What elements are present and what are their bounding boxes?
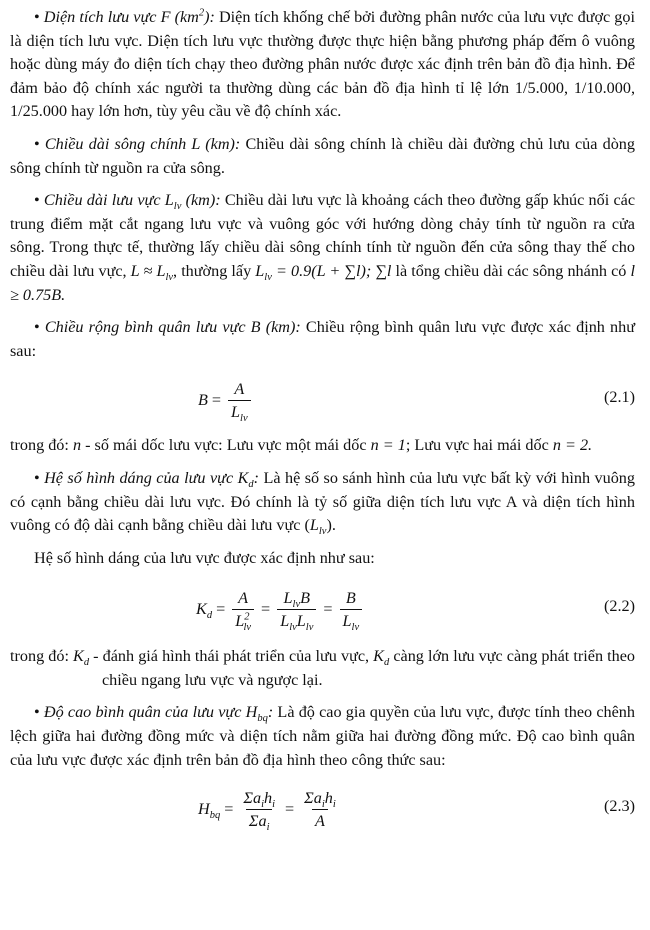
bullet: • [34, 8, 40, 26]
bullet: • [34, 134, 40, 153]
equation-2-1 [10, 372, 635, 428]
length-formula: $L_{lv} = 0.9(L + \sum l)$; ∑l [255, 261, 392, 284]
paragraph-text: là tổng chiều dài các sông nhánh có [391, 261, 631, 280]
numerator: B [345, 588, 356, 607]
denominator: $L_{lv}$ [340, 609, 363, 632]
paragraph-text: càng lớn lưu vực càng phát triển theo chiều ngang lưu vực và ngược lại. [102, 647, 635, 689]
variable: $K_d$ [73, 647, 90, 669]
equation-body [198, 781, 342, 837]
paragraph-shape-intro [10, 547, 635, 571]
variable: $L_{lv}$ [309, 516, 327, 538]
denominator: $L^2_{lv}$ [232, 609, 254, 632]
denominator: $L_{lv}$ [228, 400, 251, 423]
equation-body [196, 579, 365, 639]
paragraph-catchment-area [10, 6, 635, 124]
where-lead: trong đó: [10, 647, 74, 666]
paragraph-shape-coefficient [10, 467, 635, 538]
fraction [228, 378, 251, 423]
variable: n [72, 436, 82, 455]
formula: n = 1 [370, 436, 406, 455]
equals-sign: = [224, 799, 234, 818]
paragraph-text: - số mái dốc lưu vực: Lưu vực một mái dốc [81, 436, 371, 455]
fraction [301, 787, 339, 832]
equals-sign: = [216, 599, 226, 618]
term-shape-coefficient: Hệ số hình dáng của lưu vực $K_d$: [44, 468, 260, 491]
equals-sign: = [323, 599, 333, 618]
paragraph-where-n [10, 434, 635, 458]
numerator: $\Sigma a_ih_i$ [304, 788, 336, 810]
paragraph-text: ; Lưu vực hai mái dốc [405, 436, 553, 455]
paragraph-text: Chiều dài sông chính là chiều dài đường chủ lưu của dòng sông chính từ nguồn ra cửa sông. [10, 134, 635, 177]
paragraph-catchment-length [10, 189, 635, 307]
bullet: • [34, 191, 40, 210]
term-mean-width: Chiều rộng bình quân lưu vực B (km): [44, 318, 301, 337]
equation-lhs: B [198, 390, 208, 409]
term-main-river-length: Chiều dài sông chính L (km): [44, 134, 241, 153]
bullet: • [34, 468, 40, 487]
paragraph-text: Chiều dài lưu vực là khoảng cách theo đường gấp khúc nối các trung điểm mặt cắt ngang lưu vực và vuông góc với hướng dòng chảy tính từ nguồn ra cửa sông. Trong thực tế, thường lấy chiều dài sông chính tính từ nguồn đến cửa sông thay thế cho chiều dài lưu vực, [10, 191, 636, 280]
paragraph-main-river-length [10, 133, 635, 180]
denominator: A [312, 809, 328, 832]
equation-2-2 [10, 579, 635, 639]
equation-lhs: $K_d$ [196, 599, 213, 622]
paragraph-text: , thường lấy [173, 261, 256, 280]
paragraph-text: Chiều rộng bình quân lưu vực được xác định như sau: [10, 318, 635, 360]
equation-number: (2.3) [603, 797, 635, 816]
paragraph-where-kd [10, 645, 635, 692]
equation-lhs: $H_{bq}$ [198, 799, 221, 821]
paragraph-text: Là hệ số so sánh hình của lưu vực bất kỳ với hình vuông có cạnh bằng chiều dài lưu vực. Đó chính là tỷ số giữa diện tích lưu vực A và diện tích hình vuông có độ dài cạnh bằng chiều dài lưu vực ( [10, 468, 635, 535]
numerator: $\Sigma a_ih_i$ [243, 788, 275, 810]
fraction [340, 587, 363, 632]
variable: $K_d$ [373, 647, 390, 669]
numerator: $L_{lv}B$ [283, 588, 311, 611]
where-lead: trong đó: [10, 436, 73, 455]
term-mean-elevation: Độ cao bình quân của lưu vực $H_{bq}$: [43, 703, 274, 725]
equals-sign: = [261, 599, 271, 618]
bullet: • [34, 703, 40, 722]
condition-formula: l ≥ 0.75B. [10, 261, 635, 304]
paragraph-mean-elevation [10, 701, 635, 772]
fraction [240, 787, 278, 832]
paragraph-text: Diện tích khống chế bởi đường phân nước của lưu vực được gọi là diện tích lưu vực. Diện tích lưu vực thường được thực hiện bằng phương pháp đếm ô vuông hoặc dùng máy đo diện tích chạy theo đường phân nước được xác định trên bản đồ địa hình. Để đảm bảo độ chính xác người ta thường dùng các bản đồ địa hình tỉ lệ lớn 1/5.000, 1/10.000, 1/25.000 hay lớn hơn, tùy yêu cầu về độ chính xác. [10, 8, 635, 121]
denominator: $\Sigma a_i$ [246, 809, 273, 832]
bullet: • [34, 318, 40, 337]
term-catchment-length: Chiều dài lưu vực $L_{lv}$ (km): [43, 191, 221, 213]
paragraph-mean-width [10, 316, 635, 363]
term-catchment-area: Diện tích lưu vực F $(km^2)$: [43, 7, 215, 26]
equals-sign: = [211, 390, 222, 409]
paragraph-text: Hệ số hình dáng của lưu vực được xác định như sau: [34, 548, 375, 567]
denominator: $L_{lv}L_{lv}$ [277, 609, 316, 632]
paragraph-text: ). [326, 516, 336, 535]
equation-body [198, 372, 254, 428]
fraction [277, 587, 316, 632]
paragraph-text: - đánh giá hình thái phát triển của lưu vực, [89, 647, 374, 666]
fraction [232, 587, 254, 632]
equation-2-3 [10, 781, 635, 837]
numerator: A [238, 588, 249, 607]
approx-formula: $L \approx L_{lv}$ [130, 261, 174, 284]
equation-number: (2.2) [603, 597, 635, 616]
numerator: A [234, 379, 245, 398]
document-page [10, 6, 635, 843]
equation-number: (2.1) [603, 388, 635, 407]
equals-sign: = [285, 799, 295, 818]
paragraph-text: Là độ cao gia quyền của lưu vực, được tính theo chênh lệch giữa hai đường đồng mức và diện tích nằm giữa hai đường đồng mức. Độ cao bình quân của lưu vực được xác định trên bản đồ địa hình theo công thức sau: [10, 703, 635, 769]
formula: n = 2. [552, 436, 593, 455]
